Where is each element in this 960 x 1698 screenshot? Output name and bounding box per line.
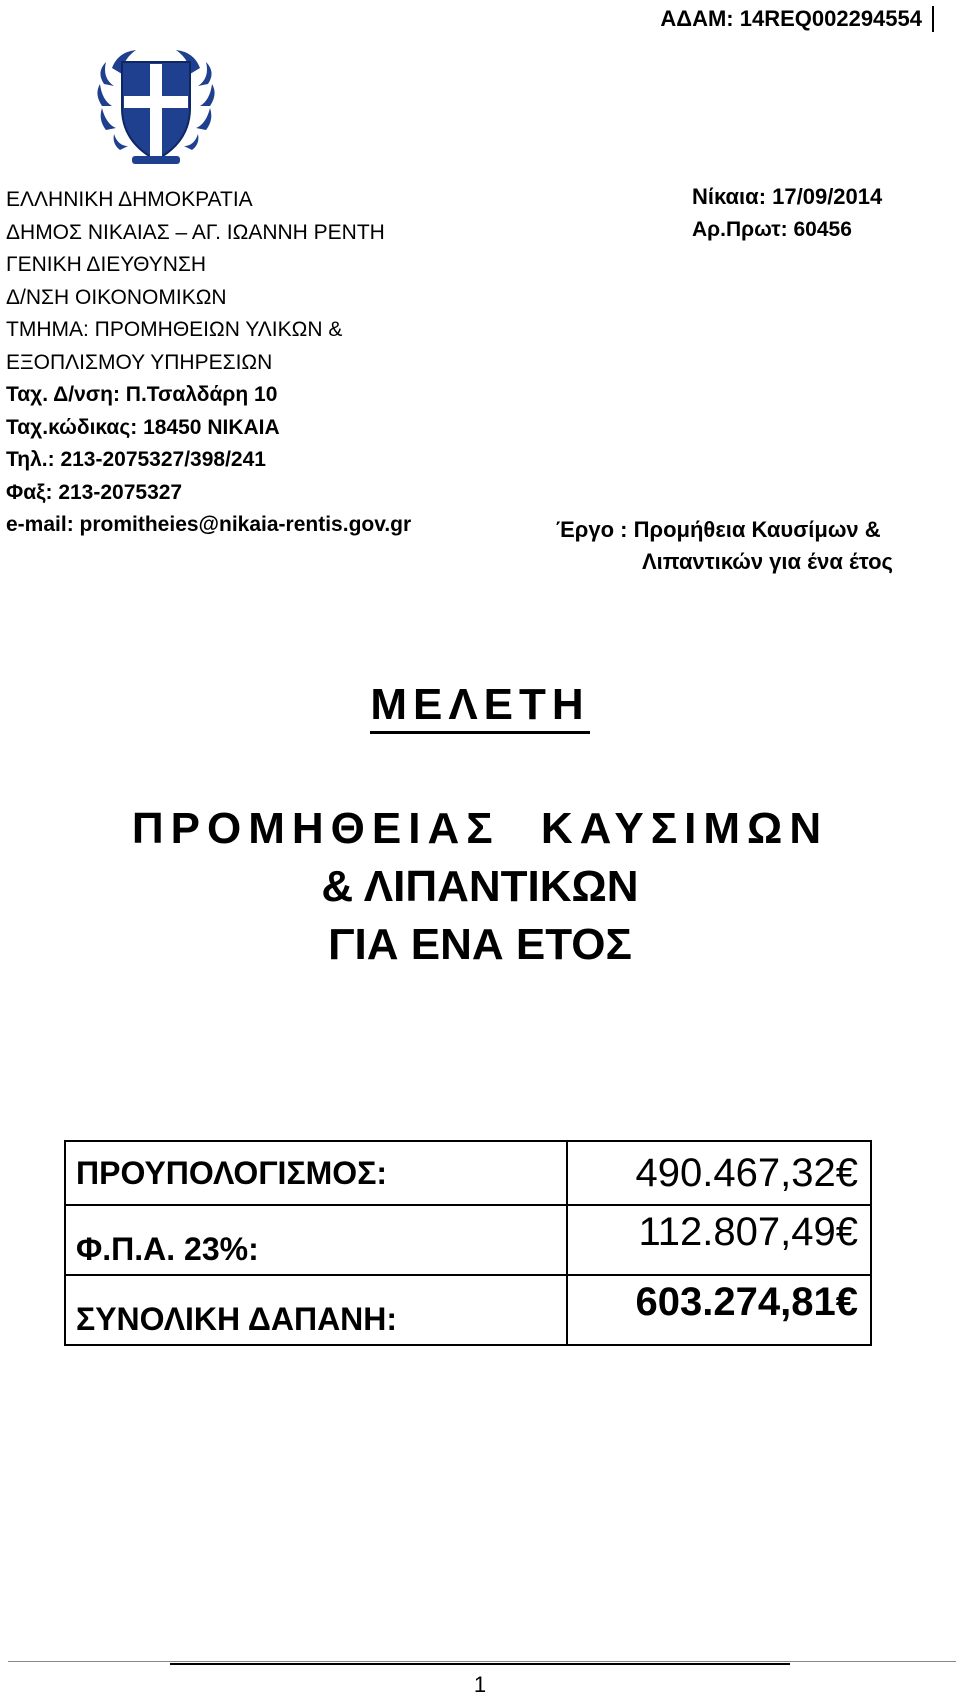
subject-line-3: ΓΙΑ ΕΝΑ ΕΤΟΣ	[328, 920, 632, 969]
email-address: e-mail: promitheies@nikaia-rentis.gov.gr	[6, 513, 412, 536]
issuing-authority-block	[6, 184, 411, 542]
project-description	[556, 514, 926, 578]
study-title	[0, 680, 960, 730]
authority-line-country: ΕΛΛΗΝΙΚΗ ΔΗΜΟΚΡΑΤΙΑ	[6, 188, 253, 211]
budget-table	[64, 1140, 872, 1346]
greek-coat-of-arms-emblem	[92, 44, 220, 172]
footer-divider	[8, 1661, 956, 1662]
budget-value: 490.467,32€	[567, 1141, 871, 1205]
protocol-number: Αρ.Πρωτ: 60456	[692, 218, 852, 241]
authority-line-department-cont: ΕΞΟΠΛΙΣΜΟΥ ΥΠΗΡΕΣΙΩΝ	[6, 350, 273, 374]
budget-label: ΠΡΟΥΠΟΛΟΓΙΣΜΟΣ:	[65, 1141, 567, 1205]
budget-row-estimate	[65, 1141, 871, 1205]
postal-address: Ταχ. Δ/νση: Π.Τσαλδάρη 10	[6, 383, 278, 406]
study-subject	[0, 800, 960, 974]
adam-code: ΑΔΑΜ: 14REQ002294554	[660, 6, 934, 32]
page-number: 1	[473, 1672, 487, 1697]
project-line-2: Λιπαντικών για ένα έτος	[642, 549, 893, 574]
phone-number: Τηλ.: 213-2075327/398/241	[6, 448, 266, 471]
project-line-1: Έργο : Προμήθεια Καυσίμων &	[556, 517, 881, 542]
authority-line-directorate: ΓΕΝΙΚΗ ΔΙΕΥΘΥΝΣΗ	[6, 253, 207, 276]
budget-label: Φ.Π.Α. 23%:	[65, 1205, 567, 1275]
budget-label: ΣΥΝΟΛΙΚΗ ΔΑΠΑΝΗ:	[65, 1275, 567, 1345]
document-date: Νίκαια: 17/09/2014	[692, 184, 883, 209]
study-title-text: ΜΕΛΕΤΗ	[370, 680, 589, 734]
authority-line-municipality: ΔΗΜΟΣ ΝΙΚΑΙΑΣ – ΑΓ. ΙΩΑΝΝΗ ΡΕΝΤΗ	[6, 220, 385, 244]
fax-number: Φαξ: 213-2075327	[6, 480, 183, 504]
postal-code: Ταχ.κώδικας: 18450 ΝΙΚΑΙΑ	[6, 415, 280, 439]
authority-line-department: ΤΜΗΜΑ: ΠΡΟΜΗΘΕΙΩΝ ΥΛΙΚΩΝ &	[6, 318, 343, 341]
footer-divider-bold	[170, 1663, 790, 1665]
subject-line-1: ΠΡΟΜΗΘΕΙΑΣ ΚΑΥΣΙΜΩΝ	[131, 804, 829, 853]
authority-line-division: Δ/ΝΣΗ ΟΙΚΟΝΟΜΙΚΩΝ	[6, 285, 227, 309]
subject-line-2: & ΛΙΠΑΝΤΙΚΩΝ	[321, 862, 639, 911]
budget-row-vat	[65, 1205, 871, 1275]
budget-value: 112.807,49€	[567, 1205, 871, 1275]
budget-value: 603.274,81€	[567, 1275, 871, 1345]
budget-row-total	[65, 1275, 871, 1345]
